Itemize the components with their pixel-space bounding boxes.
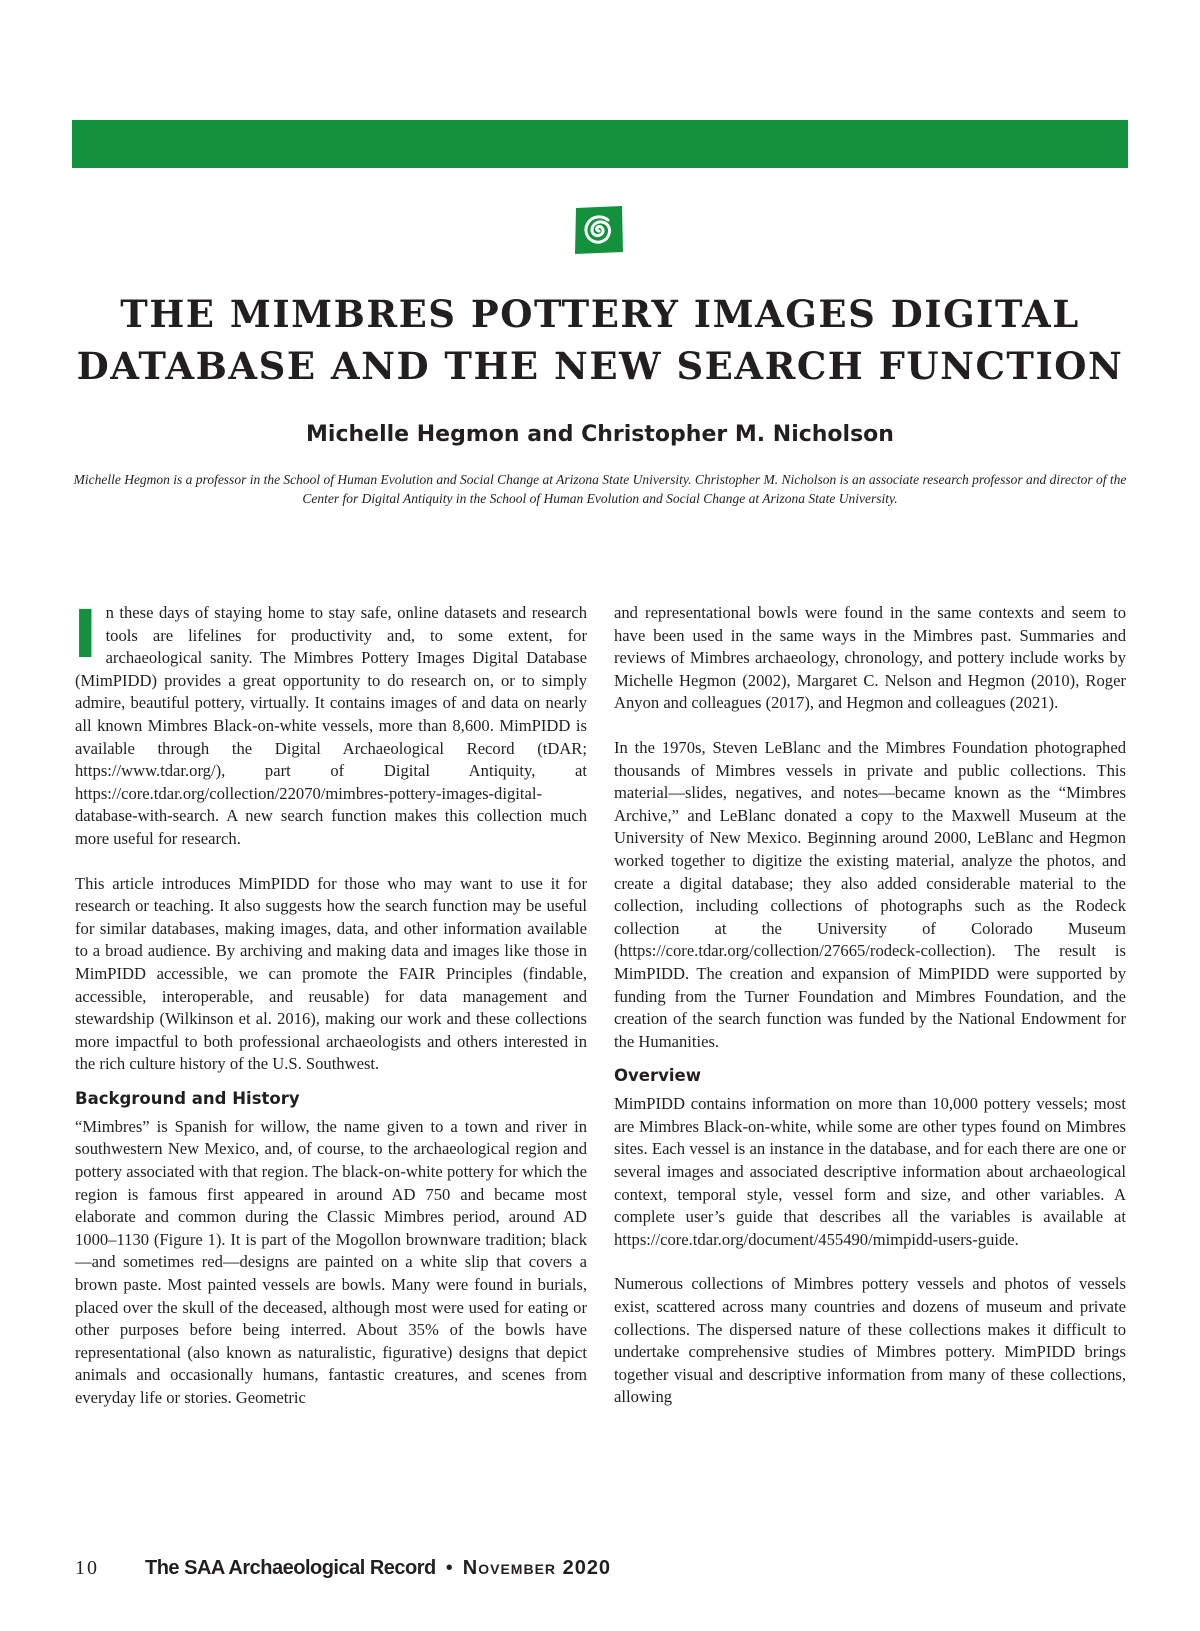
- drop-cap: I: [73, 596, 98, 673]
- collections-paragraph: Numerous collections of Mimbres pottery vessels and photos of vessels exist, scattered across many countries and dozens of museum and private collections. The dispersed nature of these collections makes it difficult to undertake comprehensive studies of Mimbres pottery. MimPIDD brings together visual and descriptive information from many of these collections, allowing: [614, 1274, 1126, 1407]
- intro-text: n these days of staying home to stay safe, online datasets and research tools are lifelines for productivity and, to some extent, for archaeological sanity. The Mimbres Pottery Images Digital Database (MimPIDD) provides a great opportunity to do research on, or to simply admire, beautiful pottery, virtually. It contains images of and data on nearly all known Mimbres Black-on-white vessels, more than 8,600. MimPIDD is available through the Digital Archaeological Record (tDAR; https://www.tdar.org/), part of Digital Antiquity, at https://core.tdar.org/collection/22070/mimbres-pottery-images-digital-database-with-search. A new search function makes this collection much more useful for research.: [75, 603, 587, 848]
- intro-paragraph: [73, 596, 587, 851]
- purpose-paragraph: This article introduces MimPIDD for those who may want to use it for research or teaching. It also suggests how the search function may be useful for similar databases, making images, data, and other information available to a broad audience. By archiving and making data and images like those in MimPIDD accessible, we can promote the FAIR Principles (findable, accessible, interoperable, and reusable) for data management and stewardship (Wilkinson et al. 2016), making our work and these collections more impactful to both professional archaeologists and others interested in the rich culture history of the U.S. Southwest.: [75, 873, 587, 1074]
- section-heading-overview: Overview: [614, 1066, 701, 1086]
- page-number: 10: [75, 1557, 99, 1579]
- right-column: [614, 602, 1126, 1431]
- header-green-bar: [72, 120, 1128, 168]
- section-heading-background: Background and History: [75, 1088, 300, 1108]
- footer-bullet: •: [445, 1557, 453, 1579]
- spiral-icon: [573, 204, 625, 256]
- authors-line: Michelle Hegmon and Christopher M. Nicholson: [306, 422, 894, 447]
- page-footer: [75, 1557, 611, 1587]
- title-line-1: THE MIMBRES POTTERY IMAGES DIGITAL: [120, 292, 1080, 336]
- issue-date: November 2020: [462, 1557, 612, 1579]
- title-line-2: DATABASE AND THE NEW SEARCH FUNCTION: [76, 344, 1124, 388]
- left-column: [73, 596, 587, 1432]
- article-title: [60, 288, 1140, 392]
- history-paragraph: In the 1970s, Steven LeBlanc and the Mimbres Foundation photographed thousands of Mimbres vessels in private and public collections. This material—slides, negatives, and notes—became known as the “Mimbres Archive,” and LeBlanc donated a copy to the Maxwell Museum at the University of New Mexico. Beginning around 2000, LeBlanc and Hegmon worked together to digitize the existing material, analyze the photos, and create a digital database; they also added considerable material to the collection, including collections of photographs such as the Rodeck collection at the University of Colorado Museum (https://core.tdar.org/collection/27665/rodeck-collection). The result is MimPIDD. The creation and expansion of MimPIDD were supported by funding from the Turner Foundation and Mimbres Foundation, and the creation of the search function was funded by the National Endowment for the Humanities.: [614, 737, 1126, 1051]
- bowls-paragraph: and representational bowls were found in the same contexts and seem to have been used in the same ways in the Mimbres past. Summaries and reviews of Mimbres archaeology, chronology, and pottery include works by Michelle Hegmon (2002), Margaret C. Nelson and Hegmon (2010), Roger Anyon and colleagues (2017), and Hegmon and colleagues (2021).: [614, 603, 1126, 713]
- overview-paragraph: MimPIDD contains information on more than 10,000 pottery vessels; most are Mimbres Black-on-white, while some are other types found on Mimbres sites. Each vessel is an instance in the database, and for each there are one or several images and associated descriptive information about archaeological context, temporal style, vessel form and size, and other variables. A complete user’s guide that describes all the variables is available at https://core.tdar.org/document/455490/mimpidd-users-guide.: [614, 1094, 1126, 1249]
- background-paragraph: “Mimbres” is Spanish for willow, the name given to a town and river in southwestern New Mexico, and, of course, to the archaeological region and pottery associated with that region. The black-on-white pottery for which the region is famous first appeared in around AD 750 and became most elaborate and common during the Classic Mimbres period, around AD 1000–1130 (Figure 1). It is part of the Mogollon brownware tradition; black—and sometimes red—designs are painted on a white slip that covers a brown paste. Most painted vessels are bowls. Many were found in burials, placed over the skull of the deceased, although most were used for eating or other purposes before being interred. About 35% of the bowls have representational (also known as naturalistic, figurative) designs that depict animals and occasionally humans, fantastic creatures, and scenes from everyday life or stories. Geometric: [75, 1116, 587, 1407]
- author-affiliations: Michelle Hegmon is a professor in the School of Human Evolution and Social Change at Arizona State University. Christopher M. Nicholson is an associate research professor and director of the Center for Digital Antiquity in the School of Human Evolution and Social Change at Arizona State University.: [73, 472, 1127, 506]
- journal-name: The SAA Archaeological Record: [145, 1557, 436, 1579]
